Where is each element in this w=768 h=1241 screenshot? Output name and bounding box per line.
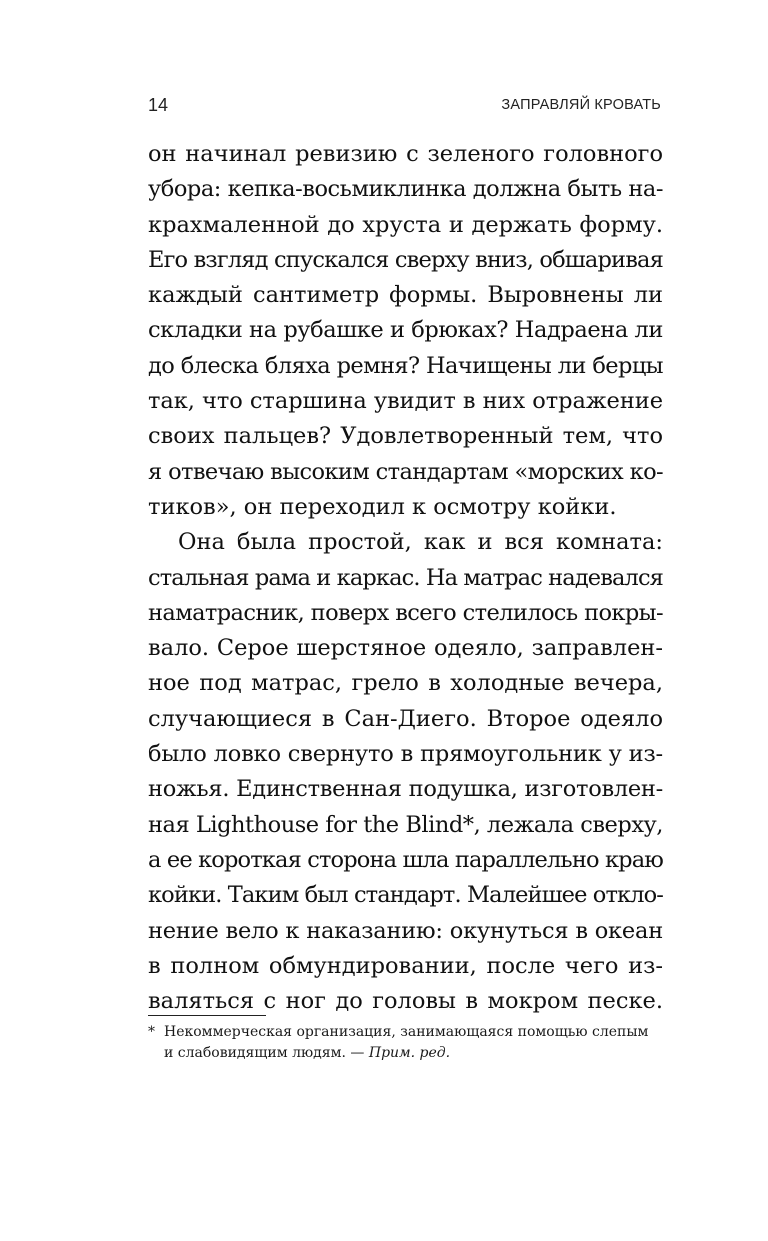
text-line: Его взгляд спускался сверху вниз, обшаривая bbox=[148, 246, 663, 273]
body-text bbox=[148, 137, 663, 1019]
text-line: вало. Серое шерстяное одеяло, заправлен- bbox=[148, 635, 663, 662]
footnote-marker: * bbox=[148, 1024, 155, 1040]
text-line: крахмаленной до хруста и держать форму. bbox=[148, 211, 663, 238]
text-line: а ее короткая сторона шла параллельно краю bbox=[148, 846, 663, 873]
paragraph-first-line: Она была простой, как и вся комната: bbox=[178, 529, 663, 556]
text-line: он начинал ревизию с зеленого головного bbox=[148, 141, 663, 167]
text-line: случающиеся в Сан-Диего. Второе одеяло bbox=[148, 705, 663, 732]
footnote-text: и слабовидящим людям. — bbox=[164, 1045, 365, 1061]
footnote-line bbox=[148, 1022, 668, 1043]
text-line: ножья. Единственная подушка, изготовлен- bbox=[148, 776, 663, 803]
text-line: складки на рубашке и брюках? Надраена ли bbox=[148, 317, 663, 344]
text-line: ное под матрас, грело в холодные вечера, bbox=[148, 670, 663, 697]
footnote-editor-note: Прим. ред. bbox=[368, 1045, 451, 1061]
text-line: убора: кепка-восьмиклинка должна быть на- bbox=[148, 176, 663, 203]
text-line: стальная рама и каркас. На матрас надевался bbox=[148, 564, 663, 591]
footnote-line bbox=[148, 1043, 668, 1064]
text-line: было ловко свернуто в прямоугольник у из- bbox=[148, 741, 663, 768]
footnote-text: Некоммерческая организация, занимающаяся помощью слепым bbox=[164, 1024, 649, 1040]
text-line: валяться с ног до головы в мокром песке. bbox=[148, 988, 663, 1015]
text-line: своих пальцев? Удовлетворенный тем, что bbox=[148, 423, 663, 450]
text-line: ная Lighthouse for the Blind*, лежала сверху, bbox=[148, 811, 663, 838]
text-line: нение вело к наказанию: окунуться в океан bbox=[148, 917, 663, 944]
footnote-divider bbox=[148, 1015, 266, 1016]
text-line: койки. Таким был стандарт. Малейшее откло- bbox=[148, 882, 663, 909]
text-line: до блеска бляха ремня? Начищены ли берцы bbox=[148, 352, 663, 379]
text-line: я отвечаю высоким стандартам «морских ко- bbox=[148, 458, 663, 485]
footnote bbox=[148, 1022, 668, 1064]
text-line: так, что старшина увидит в них отражение bbox=[148, 388, 663, 415]
running-head: ЗАПРАВЛЯЙ КРОВАТЬ bbox=[501, 97, 661, 113]
text-line: тиков», он переходил к осмотру койки. bbox=[148, 493, 617, 520]
text-line: наматрасник, поверх всего стелилось покры- bbox=[148, 599, 663, 626]
text-line: каждый сантиметр формы. Выровнены ли bbox=[148, 282, 663, 309]
page-number: 14 bbox=[148, 95, 169, 115]
text-line: в полном обмундировании, после чего из- bbox=[148, 952, 663, 979]
